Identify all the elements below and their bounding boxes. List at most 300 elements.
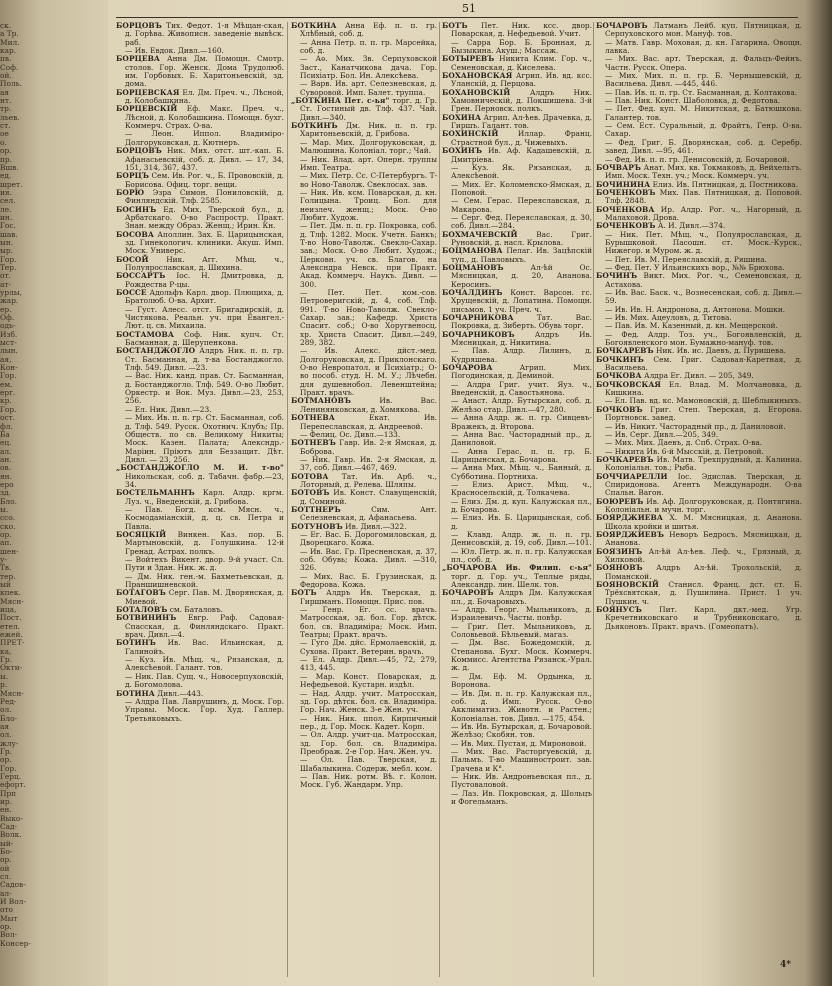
fragment-line: Гр. <box>0 746 12 756</box>
fragment-line: ыр. <box>0 246 13 256</box>
entry-surname: БОХМАЧЕВСКІЙ <box>442 229 518 239</box>
fragment-line: сл. <box>0 872 12 882</box>
directory-entry <box>291 548 437 573</box>
entry-details: Сим. Ант. Селезневская, д. Афанасьева. <box>300 504 437 523</box>
entry-details: — Пет. Фед. куп. М. Никитская, д. Батюшкова. Галантер. тов. <box>605 104 802 122</box>
directory-entry <box>596 606 802 631</box>
entry-surname: БОЧКАРЕВЪ <box>596 346 654 356</box>
entry-details: Агрип. Ал-ѣев. Драчевка, д. Гиршъ. Галант. тов. <box>451 112 592 131</box>
column-divider <box>287 22 288 977</box>
entry-details: Вас. Григ. Руновскій, д. насл. Крылова. <box>451 229 592 247</box>
entry-details: Пелаг. Ив. Зацѣпскій туп., д. Павловыхъ. <box>451 246 592 264</box>
fragment-line: Гор. <box>0 404 17 414</box>
fragment-line: сел. <box>0 196 16 206</box>
directory-entry <box>596 456 802 473</box>
directory-entry <box>291 39 437 56</box>
fragment-line: Ба <box>0 429 10 439</box>
entry-details: Тат. Вас. Покровка, д. Зиберть. Обувь торг. <box>451 313 592 331</box>
entry-details: Дм. Ник. п. п. гр. Харитоньевскій, д. Грибова. <box>300 121 437 139</box>
directory-entry <box>116 172 284 189</box>
entry-surname: БОЦМАНОВЪ <box>442 262 504 272</box>
fragment-line: ал. <box>0 446 12 456</box>
entry-details: — Пав. Ив. М. Казенный, д. кн. Мещерской. <box>605 321 778 331</box>
entry-details: — Ник. Пав. Сущ. ч., Новосерпуховскій, д. Богомолова. <box>125 671 284 690</box>
entry-details: Эзра Симон. Пониловскій, д. Финляндскій. Тлф. 2585. <box>125 187 284 206</box>
entry-details: Ал-ѣй Ос. Мясницкая, д. 20, Ананова. Керосинъ. <box>451 262 592 289</box>
entry-details: Латманъ Лейб. куп. Пятницкая, д. Серпуховского мон. Мануф. тов. <box>605 22 802 39</box>
fragment-line: ал- <box>0 888 12 898</box>
directory-entry <box>116 206 284 231</box>
entry-details: Іос. Н. Дмитровка, д. Рождества Р-цы. <box>125 271 284 289</box>
entry-details: Агрип. Мих. Погодинская, д. Деминой. <box>451 363 592 381</box>
entry-details: Конст. Варсон. гс. Хрущевскій, д. Лопатина. Помощн. письмов. 1 уч. Преч. ч. <box>451 288 592 314</box>
entry-details: Елиз. Ив. Пятницкая, д. Постникова. <box>650 179 799 189</box>
fragment-line: еро <box>0 479 14 489</box>
directory-entry <box>291 639 437 656</box>
entry-details: — Мар. Мих. Долгоруковская, д. Малюшина. Колоніал. торг.; Чай. <box>300 137 437 156</box>
fragment-line: пр. <box>0 154 13 164</box>
fragment-line: шен- <box>0 546 19 556</box>
entry-surname: БОТМАНОВЪ <box>291 396 352 406</box>
fragment-line: одь- <box>0 321 16 331</box>
fragment-line: Соф. <box>0 62 19 72</box>
fragment-line: ия. <box>0 187 12 197</box>
entry-details: — Густ. Алесс. отст. Бригадирскій, д. Чистякова. Реальн. уч. при Евангел.-Лют. ц. св. Михаила. <box>125 304 284 331</box>
fragment-line: Поль. <box>0 79 22 89</box>
entry-details: — Фелиц. Ос. Дивл.—133. <box>300 429 401 439</box>
column-divider <box>439 22 440 977</box>
entry-surname: БОЧАРНИКОВА <box>442 313 514 323</box>
entry-details: Алдръ Ив. Тверская, д. Гиршманъ. Помощн. Прис. пов. <box>300 588 437 606</box>
entry-surname: БОХИНЪ <box>442 146 483 156</box>
directory-entry <box>596 581 802 606</box>
directory-entry <box>596 356 802 373</box>
directory-entry <box>442 22 592 39</box>
fragment-line: Вол- <box>0 930 18 940</box>
directory-entry <box>442 147 592 164</box>
directory-entry <box>442 347 592 364</box>
entry-details: — Пав. Ник. ротм. Вѣ. г. Колон. Моск. Губ. Жандарм. Упр. <box>300 771 437 790</box>
entry-surname: БОСЯЦКІЙ <box>116 529 167 539</box>
fragment-line: кар. <box>0 46 17 56</box>
fragment-line: И Вол- <box>0 897 26 907</box>
directory-entry <box>116 256 284 273</box>
entry-details: Ник. Мих. отст. шт.-кап. Б. Афанасьевскій, соб. д. Дивл. — 17, 34, 151, 314, 367, 437. <box>125 146 284 172</box>
directory-entry <box>116 331 284 348</box>
fragment-line: ер. <box>0 304 12 314</box>
directory-entry <box>291 473 437 490</box>
entry-surname: БОСОЙ <box>116 254 149 264</box>
fragment-line: ежей. <box>0 630 23 640</box>
entry-details: — Елиз. Дм. д. куп. Калужская пл., д. Бочарова. <box>451 496 592 514</box>
directory-entry <box>291 773 437 790</box>
entry-details: — Юл. Петр. ж. п. п. гр. Калужская пл., соб. д. <box>451 546 592 564</box>
entry-details: — Варв. Ив. арт. Селезневская, д. Суворовой. Имп. Балет. труппа. <box>300 79 437 97</box>
entry-details: — Клавд. Алдр. ж. п. п. гр. Денисовскій, д. 19, соб. Дивл.—101. <box>451 529 592 548</box>
entry-details: Анна Дм. Помощн. Смотр. столов. Гор. Женск. Дома Трудолюб. им. Горбовых. Б. Харитоньевскій, зд. дома. <box>125 54 284 89</box>
entry-details: Ир. Алдр. Рог. ч., Нагорный, д. Малаховой. Дрова. <box>605 204 802 222</box>
entry-surname: БОТВИНИНЪ <box>116 613 177 623</box>
entry-details: — Пав. Ив. п. п. гр. Ст. Басманная, д. Колтакова. <box>605 87 798 97</box>
entry-details: — Анна Мих. Мѣщ. ч., Банный, д. Субботина. Портниха. <box>451 463 592 481</box>
entry-surname: БОРЦЕВА <box>116 54 161 64</box>
entry-surname: БОРЦЕВСКАЯ <box>116 87 180 97</box>
fragment-line: ое <box>0 129 9 139</box>
entry-details: — Гуго Дм. дйс. Ермолаевскій, д. Сухова. Практ. Ветерин. врачъ. <box>300 638 437 656</box>
entry-surname: БОЯНОВЪ <box>596 563 643 573</box>
fragment-line: ов. <box>0 463 11 473</box>
directory-entry <box>442 606 592 623</box>
directory-entry <box>442 690 592 723</box>
fragment-line: ка, <box>0 646 12 656</box>
directory-entry <box>291 656 437 673</box>
entry-details: Сем. Григ. Садовая-Каретная, д. Васильева. <box>605 354 802 373</box>
directory-entry <box>291 506 437 523</box>
directory-entry <box>442 197 592 214</box>
directory-entry <box>291 55 437 80</box>
directory-entry <box>116 231 284 256</box>
entry-surname: БОЧАРОВЪ <box>596 22 648 30</box>
entry-details: Іос. Эдислав. Тверская, д. Спиридонова. Агентъ Международн. О-ва Спальн. Вагон. <box>605 471 802 498</box>
entry-surname: БОХИНСКІЙ <box>442 129 499 139</box>
directory-entry <box>596 122 802 139</box>
fragment-line: ый <box>0 580 11 590</box>
entry-surname: БОСИНЪ <box>116 204 157 214</box>
directory-entry <box>291 690 437 715</box>
entry-details: Еф. Макс. Преч. ч., Лѣсной, д. Колобашкина. Помощн. бухг. Коммерч. Страх. О-ва. <box>125 104 284 131</box>
directory-entry <box>596 473 802 498</box>
directory-entry <box>291 397 437 414</box>
entry-surname: БОСТЕЛЬМАННЪ <box>116 488 195 498</box>
directory-entry <box>442 55 592 72</box>
fragment-line: Гор. <box>0 371 17 381</box>
entry-details: — Ив. Никит. Часторадный пр., д. Даниловой. <box>605 421 786 431</box>
fragment-line: ы. <box>0 504 9 514</box>
directory-entry <box>116 105 284 130</box>
entry-surname: БОСТАНДЖОГЛО <box>116 346 196 356</box>
directory-entry <box>116 372 284 405</box>
entry-surname: БОЧЕНКОВА <box>596 204 655 214</box>
entry-details: Сем. Ив. Рог. ч., Б. Прововскій, д. Борисова. Офиц. торг. вещи. <box>125 171 284 189</box>
entry-details: А. И. Дивл.—374. <box>655 221 726 231</box>
entry-surname: „БОСТАНДЖОГЛО М. И. т-во" <box>116 463 284 473</box>
entry-details: — Ол. Алдр. учит-ца. Матросская, зд. Гор. бол. св. Владиміра. Преображ. 2-е Гор. Нач. Жен. уч. <box>300 730 437 756</box>
entry-surname: БОЯЗИНЪ <box>596 546 643 556</box>
fragment-line: о. <box>0 137 7 147</box>
directory-entry <box>291 189 437 222</box>
fragment-line: Садов- <box>0 880 26 890</box>
entry-details: Екат. Ив. Перепеславская, д. Андреевой. <box>300 413 437 431</box>
directory-entry <box>442 431 592 448</box>
directory-entry <box>596 514 802 531</box>
entry-details: — Сарра Бор. Б. Бронная, д. Бызыкина. Акуш.; Массаж. <box>451 37 592 56</box>
directory-entry <box>291 606 437 639</box>
directory-entry <box>116 306 284 331</box>
fragment-line: у- <box>0 555 7 564</box>
entry-details: — Пав. Ник. Конст. Шаболовка, д. Федотова. <box>605 96 781 106</box>
previous-page-fragment <box>0 0 108 986</box>
entry-details: — Ив. Вас. Гр. Пресненская, д. 37, соб. Обувь; Кожа. Дивл. —310, 326. <box>300 546 437 573</box>
entry-surname: БОЯРДЖИЕВА <box>596 513 663 523</box>
entry-surname: БОРЦЕВСКІЙ <box>116 104 178 114</box>
directory-entry <box>442 231 592 248</box>
fragment-line: ица, <box>0 605 17 615</box>
directory-entry <box>442 448 592 465</box>
entry-surname: БОТТНЕРЪ <box>291 504 341 514</box>
directory-entry <box>116 656 284 673</box>
entry-details: — Мих. Ив. п. п. гр. Ст. Басманная, соб. д. Тлф. 549. Русск. Охотнич. Клубъ; Пр. Обществ. по св. Великому Никиты; Моск. Казен. Палата; Алексндр.-Маріин. Пріютъ для Беззащит. Дѣт. Дивл. — 23, 256. <box>125 413 284 464</box>
directory-column-3 <box>442 22 592 977</box>
entry-details: — Пет. Ив. М. Переяславскій, д. Ряшина. <box>605 254 768 264</box>
entry-details: — Алдр. Георг. Мыльниковъ, д. Израилевичъ. Часты. повѣр. <box>451 605 592 623</box>
fragment-line: ый- <box>0 838 14 848</box>
entry-details: Ел. Дм. Преч. ч., Лѣсной, д. Колобашкина. <box>125 87 284 106</box>
entry-details: — Ник. Влад. арт. Оперн. труппы Имп. Театра. <box>300 154 437 172</box>
directory-entry <box>442 130 592 147</box>
entry-details: см. Баталовъ. <box>167 605 223 615</box>
fragment-line: тр. <box>0 104 12 114</box>
entry-details: — Ник. Ив. Андроньевская пл., д. Пустоваловой. <box>451 771 592 790</box>
left-column-fragments <box>0 22 104 977</box>
fragment-line: етел. <box>0 621 20 631</box>
entry-details: — Серг. Фед. Переяславская, д. 30, соб. Дивл.—284. <box>451 212 592 231</box>
entry-details: Тат. Ив. Арб. ч., Лоторный, д. Релева. Шляпы. <box>300 471 437 489</box>
fragment-line: жлу- <box>0 738 19 748</box>
entry-details: — Ив. Ив. Н. Андронова, д. Антонова. Мошки. <box>605 304 786 314</box>
fragment-line: ско. <box>0 521 16 531</box>
fragment-line: ая <box>0 721 10 731</box>
entry-details: — Генр. Ег. сс. врачъ. Матросская, зд. бол. Гор. дѣтск. бол. св. Владиміра; Моск. Имп. Театры; Практ. врачъ. <box>300 605 437 640</box>
entry-details: Винкен. Каз. пор. Б. Мартыновскій, д. Голушкина. 12-й Гренад. Астрах. полкъ. <box>125 529 284 556</box>
header-rule <box>116 17 798 18</box>
entry-details: Алдра Ег. Дивл. — 205, 349. <box>641 371 754 381</box>
directory-entry <box>596 189 802 206</box>
fragment-line: ен. <box>0 805 12 815</box>
entry-surname: БОЯНОВСКІЙ <box>596 580 659 590</box>
directory-entry <box>116 55 284 88</box>
entry-details: — Мих. Петр. Сс. С-Петербургъ. Т-во Ново-Таволж. Свеклосах. зав. <box>300 171 437 189</box>
entry-surname: БОЧЕНКОВЪ <box>596 221 656 231</box>
directory-entry <box>442 414 592 431</box>
entry-details: — Над. Алдр. учит. Матросская, зд. Гор. дѣтск. бол. св. Владиміра. Гор. Нач. Женск. 3-е Жен. уч. <box>300 688 437 715</box>
entry-details: Ив. Аф. Долгоруковская, д. Понтягина. Колоніальн. и мучн. торг. <box>605 496 802 514</box>
entry-details: Соф. Ник. купч. Ст. Басманная, д. Шерупенкова. <box>125 329 284 348</box>
fragment-line: Тер. <box>0 262 17 272</box>
entry-details: — Мих. Вас. Б. Грузинская, д. Федорова. Кожа. <box>300 571 437 590</box>
directory-entry <box>116 639 284 656</box>
fragment-line: Тв. <box>0 563 12 573</box>
fragment-line: кр. <box>0 396 12 406</box>
entry-surname: БОСТАМОВА <box>116 329 174 339</box>
fragment-line: Сад- <box>0 822 18 831</box>
fragment-line: Бло- <box>0 713 18 723</box>
directory-entry <box>442 39 592 56</box>
entry-details: — Мих. Вас. арт. Тверская, д. Фальцъ-Фейнъ. Частн. Русск. Опера. <box>605 54 802 72</box>
directory-entry <box>596 498 802 515</box>
entry-details: Евгр. Раф. Садовая-Спасская, д. Финляндскаго. Практ. врач. Дивл.—4. <box>125 613 284 640</box>
directory-entry <box>116 89 284 106</box>
fragment-line: ерг. <box>0 388 16 398</box>
entry-surname: БОЧКИНЪ <box>596 354 644 364</box>
directory-entry <box>596 72 802 89</box>
fragment-line: Бло. <box>0 496 17 506</box>
fragment-line: Мясн- <box>0 596 24 606</box>
entry-details: Ед. Мих. Тверской бул., д. Арбатскаго. О-во Распростр. Практ. Знан. между Образ. Женщ.; Ирин. Кн. <box>125 204 284 231</box>
directory-entry <box>291 715 437 732</box>
directory-entry <box>116 130 284 147</box>
entry-details: — Пет. Пет. ком.-сов. Петроверигскій, д. 4, соб. Тлф. 991. Т-во Ново-Таволж. Свекло-Сахар. зав.; Кафедр. Христа Спасит. соб.; О-во Хоругвеносц. хр. Христа Спасит. Дивл.—249, 289, 382. <box>300 288 437 348</box>
directory-entry <box>596 531 802 548</box>
fragment-line: ор. <box>0 529 12 539</box>
entry-details: Ив. Матв. Трехпрудный, д. Калиниа. Колоніальн. тов.; Рыба. <box>605 454 802 473</box>
entry-details: — Фед. Григ. Б. Дворянская, соб. д. Серебр. завед. Дивл. —95, 461. <box>605 137 802 156</box>
fragment-line: ото <box>0 905 13 915</box>
entry-details: Пит. Карл. дкт.-мед. Угр. Кречетниковскаго и Трубниковскаго, д. Дьяконовъ. Практ. врачъ. (Гомеопатъ). <box>605 605 802 631</box>
directory-entry <box>291 673 437 690</box>
entry-details: Мих. Пав. Пятницкая, д. Поповой. Тлф. 2848. <box>605 187 802 206</box>
directory-entry <box>442 264 592 289</box>
directory-entry <box>291 347 437 397</box>
entry-details: — Аѳ. Мих. Зв. Серпуховской Заст., Канатчикова дача. Гор. Психіатр. Бол. Ин. Алексѣева. <box>300 54 437 81</box>
entry-details: Адольфъ Карл. двор. Плющиха, д. Братолюб. О-ва. Архит. <box>125 288 284 306</box>
entry-details: — Алдра Григ. учит. Яуз. ч., Введенскій, д. Савостьянова. <box>451 379 592 398</box>
entry-details: Анна Еф. п. п. гр. Хлѣбный, соб. д. <box>300 22 437 39</box>
entry-details: — Дм. Вас. Божедомскій, д. Степанова. Бухг. Моск. Коммерч. Коммисс. Агентства Рязанск.-Урал. ж. д. <box>451 638 592 673</box>
directory-entry <box>442 790 592 807</box>
directory-entry <box>116 347 284 372</box>
entry-details: — Ив. Дм. п. п. гр. Калужская пл., соб. д. Имп. Русск. О-во Акклиматиз. Животн. и Растен.; Колоніальн. тов. Дивл. —175, 454. <box>451 688 592 723</box>
entry-surname: БОТЪ <box>442 22 468 30</box>
entry-surname: БОЧКОВА <box>596 371 642 381</box>
fragment-line: ец. <box>0 438 12 448</box>
entry-surname: БОТКИНА <box>291 22 337 30</box>
fragment-line: ол. <box>0 730 12 740</box>
entry-surname: БОЦМАНОВА <box>442 246 503 256</box>
directory-entry <box>116 289 284 306</box>
directory-entry <box>116 506 284 531</box>
entry-surname: БОТИНА <box>116 688 155 698</box>
directory-entry <box>291 156 437 173</box>
entry-surname: БОРЦОВЪ <box>116 22 162 30</box>
directory-entry <box>442 639 592 672</box>
entry-details: — Пет. Дм. п. п. гр. Покровка, соб. д. Тлф. 1282. Моск. Учетн. Банкъ; Т-во Ново-Таволж. Свекло-Сахар. зав.; Моск. О-во Любит. Худож.; Церковн. уч. св. Благов. на Алексндра Невск. при Практ. Акад. Коммерч. Наукъ. Дивл. —300. <box>300 221 437 289</box>
fragment-line: нт. <box>0 96 12 106</box>
fragment-line: Гор. <box>0 254 17 264</box>
directory-entry <box>442 531 592 548</box>
fragment-line: Волк. <box>0 830 22 840</box>
fragment-line: Выко- <box>0 813 23 823</box>
directory-entry <box>596 22 802 39</box>
entry-details: Викт. Мих. Рог. ч., Семеновская, д. Астахова. <box>605 271 802 289</box>
directory-entry <box>116 589 284 606</box>
entry-details: — Ив. Евдок. Дивл.—160. <box>125 46 224 56</box>
entry-details: торг. д. Гор. уч., Теплые ряды, Александр. лин. Шелк. тов. <box>451 571 592 590</box>
directory-entry <box>116 489 284 506</box>
fragment-line: ол. <box>0 705 12 715</box>
entry-surname: БОТЫРЕВЪ <box>442 54 495 64</box>
entry-details: — Пав. Алдр. Лилинъ, д. Кудряшева. <box>451 346 592 364</box>
fragment-line: Гр. <box>0 655 12 665</box>
directory-entry <box>442 214 592 231</box>
entry-details: Тих. Федот. 1-я Мѣщан-ская, д. Горѣва. Живописн. заведеніе вывѣск. раб. <box>125 22 284 47</box>
fragment-line: ор. <box>0 146 12 156</box>
directory-entry <box>291 414 437 431</box>
entry-details: Ив. Дивл.—322. <box>342 521 407 531</box>
entry-surname: БОССАРТЪ <box>116 271 166 281</box>
directory-entry <box>116 147 284 172</box>
entry-details: Агрип. Ив. вд. ксс. Уланскій, д. Перцова. <box>451 71 592 89</box>
fragment-line: ая, <box>0 354 12 364</box>
directory-entry <box>116 698 284 723</box>
entry-details: — Мих. Вас. Расторгуевскій, д. Пальмъ. Т-во Машиностроит. зав. Грачева и К°. <box>451 746 592 773</box>
directory-entry <box>116 614 284 639</box>
entry-details: Гавр. Ив. 2-я Ямская, д. Боброва. <box>300 438 437 456</box>
entry-details: — Войтехъ Викент. двор. 9-й участ. Сл. Пути и Здан. Ник. ж. д. <box>125 555 284 573</box>
fragment-line: ая <box>0 87 10 97</box>
fragment-line: р. <box>0 680 8 690</box>
entry-details: — Елиз. Ив. Б. Царицынская, соб. д. <box>451 513 592 531</box>
directory-entry <box>291 456 437 473</box>
entry-details: — Вас. Ник. канд. прав. Ст. Басманная, д. Бостанджогло. Тлф. 549. О-во Любит. Оркестр. и Вок. Муз. Дивл.—23, 253, 256. <box>125 371 284 406</box>
entry-surname: БОСОВА <box>116 229 154 239</box>
fragment-line: шав. <box>0 229 18 239</box>
fragment-line: фл. <box>0 421 13 431</box>
directory-entry <box>442 548 592 565</box>
entry-surname: БОЧКАРЕВЪ <box>596 454 654 464</box>
entry-details: — Сем. Ест. Суральный, д. Фрайтъ, Генр. О-ва. Сахар. <box>605 121 802 139</box>
directory-entry <box>442 364 592 381</box>
entry-details: Неворъ Бедросъ. Мясницкая, д. Ананова. <box>605 529 802 548</box>
fragment-line: ор. <box>0 755 12 765</box>
directory-entry <box>596 548 802 565</box>
entry-details: — Ник. Гавр. Ив. 2-я Ямская, д. 37, соб. Дивл.—467, 469. <box>300 454 437 473</box>
fragment-line: урлы, <box>0 288 23 297</box>
entry-details: — Ив. Мих. Ацеуловъ, д. Титова. <box>605 313 732 323</box>
entry-details: Алдръ Дм. Калужская пл., д. Бочаровыхъ. <box>451 588 592 606</box>
entry-details: — Ег. Вас. Б. Дорогомиловская, д. Дворецкаго. Кожа. <box>300 529 437 548</box>
entry-details: Станисл. Франц. дст. ст. Б. Трёхсвятская, д. Пушилина. Прист. 1 уч. Пушкин. ч. <box>605 580 802 606</box>
page-number: 51 <box>462 2 476 15</box>
directory-entry <box>116 464 284 489</box>
entry-details: — Леон. Иппол. Владиміро-Долгоруковская, д. Кютнеръ. <box>125 129 284 147</box>
directory-entry <box>442 72 592 89</box>
entry-details: — Ник. Ив. ксм. Поварская, д. кн. Голицына. Троиц. Бол. для неизлеч. женщ.; Моск. О-во Любит. Худож. <box>300 187 437 222</box>
fragment-line: ор. <box>0 922 12 932</box>
directory-entry <box>596 381 802 398</box>
fragment-line: Мил. <box>0 37 20 47</box>
entry-surname: БОРЦОВЪ <box>116 146 162 156</box>
fragment-line: ой. <box>0 71 12 81</box>
entry-details: Ник. Ив. ис. Даевъ, д. Пуришева. <box>653 346 786 356</box>
directory-entry <box>116 531 284 556</box>
entry-details: — Ник. Ник. ппол. Кирпичный пер., д. Гор. Моск. Кадет. Корп. <box>300 713 437 731</box>
fragment-line: ян. <box>0 471 12 481</box>
entry-surname: БОТОВА <box>291 471 329 481</box>
fragment-line: Вшв. <box>0 162 19 172</box>
entry-surname: БОТНЕВА <box>291 413 335 423</box>
directory-entry <box>442 114 592 131</box>
entry-details: Ел. Влад. М. Молчановка, д. Кишкина. <box>605 379 802 398</box>
entry-details: Никольская, соб. д. Табачн. фабр.—23, 34. <box>125 471 284 489</box>
fragment-line: зд. <box>0 488 11 498</box>
fragment-line: ан. <box>0 454 12 464</box>
entry-details: Ив. Конст. Славущенскій, д. Соминой. <box>300 488 437 506</box>
fragment-line: Герц. <box>0 771 22 781</box>
entry-surname: БОРЦЪ <box>116 171 150 181</box>
directory-entry <box>291 756 437 773</box>
entry-surname: БОТЪ <box>291 588 317 598</box>
fragment-line: ы. <box>0 671 9 681</box>
